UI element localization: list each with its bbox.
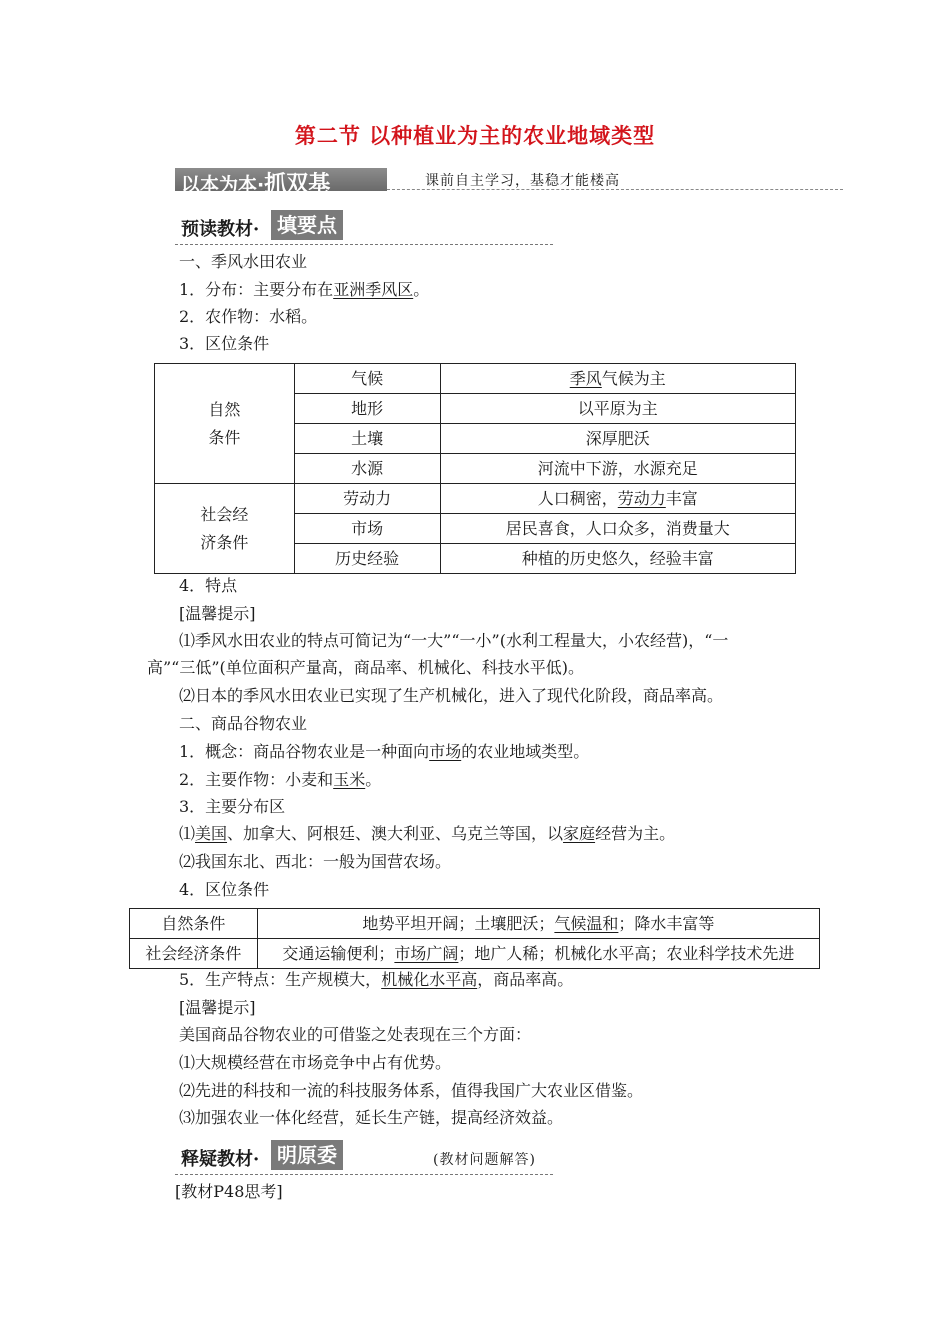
banner-heading <box>181 167 330 198</box>
section-label: 预读教材· <box>181 219 260 240</box>
table-cell: 气候 <box>294 364 440 394</box>
tip-text: ⑵先进的科技和一流的科技服务体系，值得我国广大农业区借鉴。 <box>179 1081 644 1100</box>
table-cell: 以平原为主 <box>440 394 795 424</box>
underlined-answer: 气候温和 <box>554 913 619 933</box>
list-item: 3．主要分布区 <box>179 797 286 816</box>
cell-text: 人口稠密， <box>537 488 618 508</box>
table-cell <box>440 364 795 394</box>
table-group-cell <box>155 484 295 574</box>
table-cell: 河流中下游，水源充足 <box>440 454 795 484</box>
cell-text: 社会经 <box>200 504 249 524</box>
cell-text: 地势平坦开阔；土壤肥沃； <box>362 913 555 933</box>
underlined-answer: 美国 <box>195 824 228 843</box>
table-cell <box>257 939 819 969</box>
text: 经营为主。 <box>595 824 676 843</box>
text: 1．概念：商品谷物农业是一种面向 <box>179 742 430 761</box>
underlined-answer: 玉米 <box>333 770 366 789</box>
section-divider <box>175 244 553 245</box>
underlined-answer: 亚洲季风区 <box>333 280 414 299</box>
tip-text: 高”“三低”(单位面积产量高，商品率、机械化、科技水平低)。 <box>147 658 585 677</box>
text: 的农业地域类型。 <box>461 742 590 761</box>
text: 。 <box>413 280 430 299</box>
text: 、加拿大、阿根廷、澳大利亚、乌克兰等国，以 <box>227 824 564 843</box>
text: 2．主要作物：小麦和 <box>179 770 334 789</box>
table-cell <box>440 484 795 514</box>
cell-text: 自然 <box>208 399 241 419</box>
text: ⑴ <box>179 824 196 843</box>
table-cell: 居民喜食，人口众多，消费量大 <box>440 514 795 544</box>
page-title: 第二节 以种植业为主的农业地域类型 <box>294 123 656 148</box>
list-item: 4．特点 <box>179 576 238 595</box>
list-item <box>179 824 675 844</box>
text: 1．分布：主要分布在 <box>179 280 334 299</box>
cell-text: 交通运输便利； <box>282 943 395 963</box>
list-item <box>179 970 573 990</box>
underlined-answer: 家庭 <box>563 824 596 843</box>
cell-text: ；降水丰富等 <box>618 913 715 933</box>
location-conditions-table-1 <box>154 363 796 574</box>
section-heading-2 <box>175 1140 553 1174</box>
underlined-answer: 机械化水平高 <box>381 970 478 989</box>
list-item: 3．区位条件 <box>179 334 270 353</box>
tip-text: ⑴大规模经营在市场竞争中占有优势。 <box>179 1053 452 1072</box>
table-group-cell <box>155 364 295 484</box>
cell-text: 气候为主 <box>601 368 666 388</box>
banner-left-big: 抓双基 <box>264 172 331 197</box>
table-cell: 地形 <box>294 394 440 424</box>
text: ，商品率高。 <box>477 970 574 989</box>
cell-text: 济条件 <box>200 532 249 552</box>
table-cell: 种植的历史悠久，经验丰富 <box>440 544 795 574</box>
tip-label: [温馨提示] <box>179 604 256 623</box>
table-cell: 深厚肥沃 <box>440 424 795 454</box>
list-item: 2．农作物：水稻。 <box>179 307 318 326</box>
table-cell: 水源 <box>294 454 440 484</box>
table-cell: 市场 <box>294 514 440 544</box>
text: 5．生产特点：生产规模大， <box>179 970 382 989</box>
table-cell: 社会经济条件 <box>130 939 258 969</box>
underlined-answer: 市场 <box>429 742 462 761</box>
location-conditions-table-2 <box>129 908 820 969</box>
section-heading-1 <box>175 210 553 244</box>
underlined-answer: 市场广阔 <box>394 943 459 963</box>
list-item: ⑵我国东北、西北：一般为国营农场。 <box>179 852 452 871</box>
tip-label: [温馨提示] <box>179 998 256 1017</box>
tip-text: ⑶加强农业一体化经营，延长生产链，提高经济效益。 <box>179 1108 564 1127</box>
table-cell: 劳动力 <box>294 484 440 514</box>
tip-text: 美国商品谷物农业的可借鉴之处表现在三个方面： <box>179 1025 532 1044</box>
table-cell: 历史经验 <box>294 544 440 574</box>
section-box: 填要点 <box>271 210 343 240</box>
heading-commercial-grain: 二、商品谷物农业 <box>179 714 308 733</box>
list-item <box>179 770 381 790</box>
tip-text: ⑵日本的季风水田农业已实现了生产机械化，进入了现代化阶段，商品率高。 <box>179 686 724 705</box>
underlined-answer: 劳动力 <box>617 488 666 508</box>
table-cell <box>257 909 819 939</box>
banner-box <box>175 168 387 197</box>
section-label: 释疑教材· <box>181 1149 260 1170</box>
cell-text: 丰富 <box>665 488 698 508</box>
table-cell: 土壤 <box>294 424 440 454</box>
section-divider <box>175 1174 553 1175</box>
table-cell: 自然条件 <box>130 909 258 939</box>
list-item <box>179 280 429 300</box>
banner-subtitle: 课前自主学习，基稳才能楼高 <box>425 173 620 189</box>
cell-text: 条件 <box>208 427 241 447</box>
list-item: 4．区位条件 <box>179 880 270 899</box>
underlined-answer: 季风 <box>569 368 602 388</box>
heading-monsoon-rice: 一、季风水田农业 <box>179 252 308 271</box>
textbook-reference: [教材P48思考] <box>175 1182 283 1201</box>
section-box: 明原委 <box>271 1140 343 1170</box>
banner-left-text: 以本为本· <box>181 174 265 196</box>
tip-text: ⑴季风水田农业的特点可简记为“一大”“一小”(水利工程量大，小农经营)，“一 <box>179 631 729 650</box>
cell-text: ；地广人稀；机械化水平高；农业科学技术先进 <box>458 943 795 963</box>
banner <box>175 168 843 197</box>
text: 。 <box>365 770 382 789</box>
section-note: (教材问题解答) <box>433 1152 536 1168</box>
list-item <box>179 742 589 762</box>
